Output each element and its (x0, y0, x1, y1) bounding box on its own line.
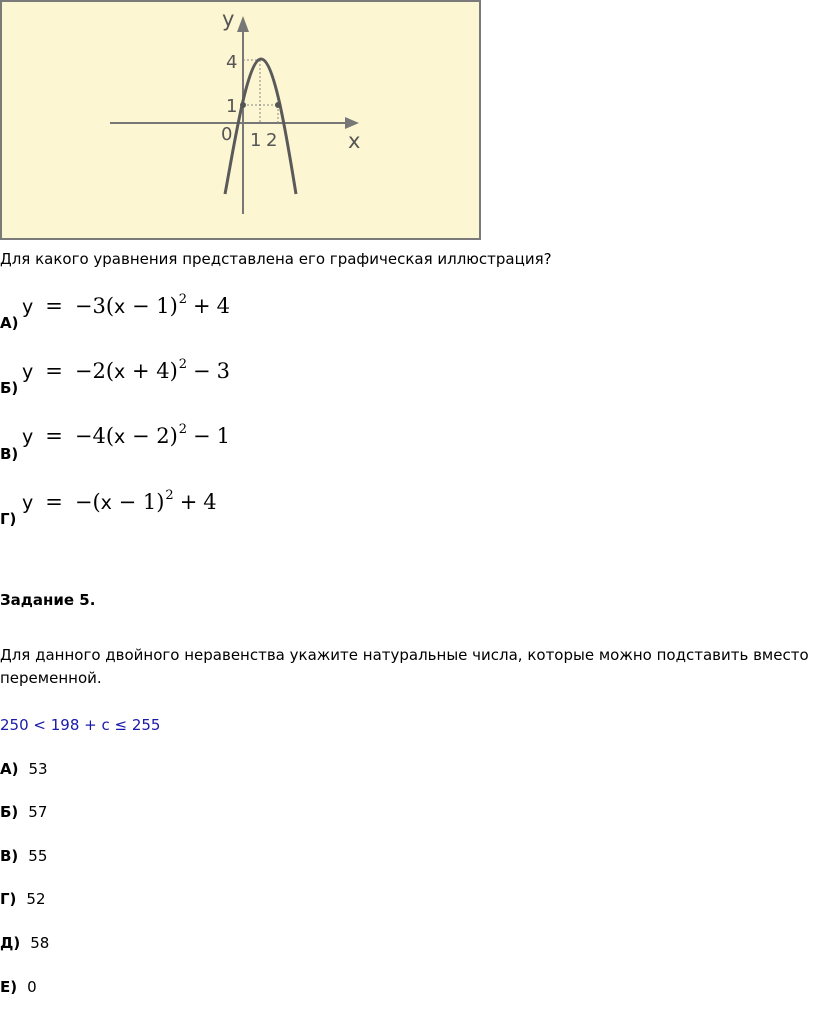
graph-figure (0, 0, 481, 240)
formula-y: y (22, 296, 34, 318)
formula-d: $y = -(x - 1)^2 + 4$ (22, 488, 217, 514)
point-2-1 (275, 102, 281, 108)
answer-c: В) 55 (0, 847, 48, 865)
formula-b: $y = -2(x + 4)^2 - 3$ (22, 357, 231, 383)
question-text: Для какого уравнения представлена его графическая иллюстрация? (0, 250, 552, 268)
point-0-1 (240, 102, 246, 108)
tick-label-y4: 4 (226, 52, 238, 73)
tick-label-x1: 1 (250, 130, 262, 151)
task-text-line1: Для данного двойного неравенства укажите натуральные числа, которые можно подставить вместо (0, 646, 809, 664)
parabola-curve (225, 59, 296, 194)
answer-d: Г) 52 (0, 890, 46, 908)
option-b-marker: Б) (0, 379, 19, 397)
origin-label: 0 (221, 124, 233, 145)
answer-b: Б) 57 (0, 803, 48, 821)
formula-eq: = (45, 294, 63, 318)
axis-label-x: x (348, 129, 361, 153)
task-title: Задание 5. (0, 591, 96, 609)
x-axis-arrow (345, 117, 359, 129)
tick-label-x2: 2 (266, 130, 278, 151)
tick-label-y1: 1 (226, 96, 238, 117)
option-a-marker: А) (0, 314, 19, 332)
task-text-line2: переменной. (0, 669, 102, 687)
formula-c: $y = -4(x - 2)^2 - 1$ (22, 422, 231, 448)
answer-a: А) 53 (0, 760, 48, 778)
inequality: 250 < 198 + с ≤ 255 (0, 716, 161, 734)
y-axis-arrow (237, 16, 249, 32)
formula-a: $y = -3(x - 1)^2 + 4$ (22, 292, 231, 318)
option-d-marker: Г) (0, 510, 17, 528)
parabola-graph (2, 2, 483, 242)
answer-e: Д) 58 (0, 934, 50, 952)
axis-label-y: y (222, 7, 235, 31)
option-c-marker: В) (0, 445, 19, 463)
answer-f: Е) 0 (0, 978, 37, 996)
